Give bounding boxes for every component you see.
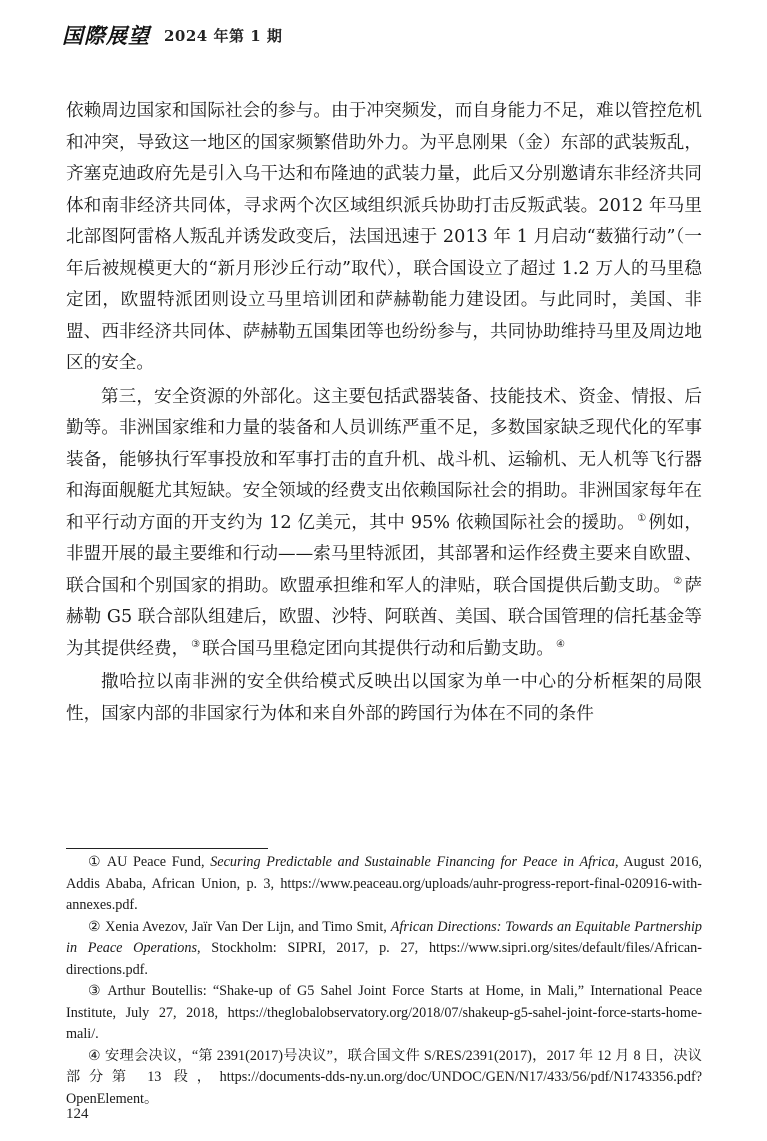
text-segment: 例如，非盟开展的最主要维和行动——索马里特派团，其部署和运作经费主要来自欧盟、联合国和个别国家的捐助。欧盟承担维和军人的津贴，联合国提供后勤支助。: [66, 512, 702, 596]
text-segment: , Stockholm: SIPRI, 2017, p. 27, https://www.sipri.org/sites/default/files/African-directions.pdf.: [66, 940, 703, 978]
text-segment: Xenia Avezov, Jaïr Van Der Lijn, and Timo Smit,: [105, 918, 391, 935]
running-header: [62, 18, 282, 52]
footnote: [66, 981, 702, 1046]
paragraph: [66, 382, 702, 666]
footnote-number: ④: [88, 1047, 102, 1064]
issue-label: 2024 年第 1 期: [164, 26, 283, 45]
footnote-reference[interactable]: ④: [556, 638, 565, 650]
footnote-reference[interactable]: ②: [673, 575, 683, 587]
text-segment: 安理会决议，“第 2391(2017)号决议”，联合国文件 S/RES/2391(2017)，2017 年 12 月 8 日，决议部分第 13 段，https://documents-dds-ny.un.org/doc/UNDOC/GEN/N17/433/56/pdf/N1743356.pdf?OpenElement。: [66, 1047, 702, 1107]
text-segment: 依赖周边国家和国际社会的参与。由于冲突频发，而自身能力不足，难以管控危机和冲突，导致这一地区的国家频繁借助外力。为平息刚果（金）东部的武装叛乱，齐塞克迪政府先是引入乌干达和布隆迪的武装力量，此后又分别邀请东非经济共同体和南非经济共同体，寻求两个次区域组织派兵协助打击反叛武装。2012 年马里北部图阿雷格人叛乱并诱发政变后，法国迅速于 2013 年 1 月启动“薮猫行动”（一年后被规模更大的“新月形沙丘行动”取代），联合国设立了超过 1.2 万人的马里稳定团，欧盟特派团则设立马里培训团和萨赫勒能力建设团。与此同时，美国、非盟、西非经济共同体、萨赫勒五国集团等也纷纷参与，共同协助维持马里及周边地区的安全。: [66, 101, 702, 373]
body-text: [66, 96, 702, 730]
footnote-number: ①: [88, 854, 103, 870]
footnote: [66, 852, 702, 917]
footnote: [66, 1046, 702, 1111]
footnote-number: ③: [88, 983, 104, 999]
text-segment: Arthur Boutellis: “Shake-up of G5 Sahel Joint Force Starts at Home, in Mali,” International Peace Institute, July 27, 2018, https://theglobalobservatory.org/2018/07/shakeup-g5-sahel-joint-force-starts-home-mali/.: [66, 983, 702, 1042]
paragraph: [66, 667, 702, 730]
footnote: [66, 917, 702, 982]
italic-title: Securing Predictable and Sustainable Financing for Peace in Africa: [210, 854, 615, 870]
footnote-number: ②: [88, 918, 102, 935]
text-segment: 撒哈拉以南非洲的安全供给模式反映出以国家为单一中心的分析框架的局限性，国家内部的非国家行为体和来自外部的跨国行为体在不同的条件: [66, 672, 702, 724]
paragraph: [66, 96, 702, 380]
text-segment: 联合国马里稳定团向其提供行动和后勤支助。: [202, 638, 555, 659]
footnote-divider: [66, 848, 268, 849]
text-segment: 萨赫勒 G5 联合部队组建后，欧盟、沙特、阿联酋、美国、联合国管理的信托基金等为其提供经费，: [66, 575, 702, 659]
text-segment: AU Peace Fund,: [106, 854, 211, 870]
journal-name: 国際展望: [62, 23, 150, 48]
text-segment: , August 2016, Addis Ababa, African Union, p. 3, https://www.peaceau.org/uploads/auhr-progress-report-final-020916-with-annexes.pdf.: [66, 854, 702, 913]
italic-title: African Directions: Towards an Equitable Partnership in Peace Operations: [66, 918, 702, 956]
footnotes: [66, 852, 702, 1110]
footnote-reference[interactable]: ①: [637, 512, 647, 524]
text-segment: 第三，安全资源的外部化。这主要包括武器装备、技能技术、资金、情报、后勤等。非洲国家维和力量的装备和人员训练严重不足，多数国家缺乏现代化的军事装备，能够执行军事投放和军事打击的直升机、战斗机、运输机、无人机等飞行器和海面舰艇尤其短缺。安全领域的经费支出依赖国际社会的捐助。非洲国家每年在和平行动方面的开支约为 12 亿美元，其中 95% 依赖国际社会的援助。: [66, 386, 702, 533]
page-number: 124: [66, 1106, 89, 1122]
footnote-reference[interactable]: ③: [191, 638, 201, 650]
